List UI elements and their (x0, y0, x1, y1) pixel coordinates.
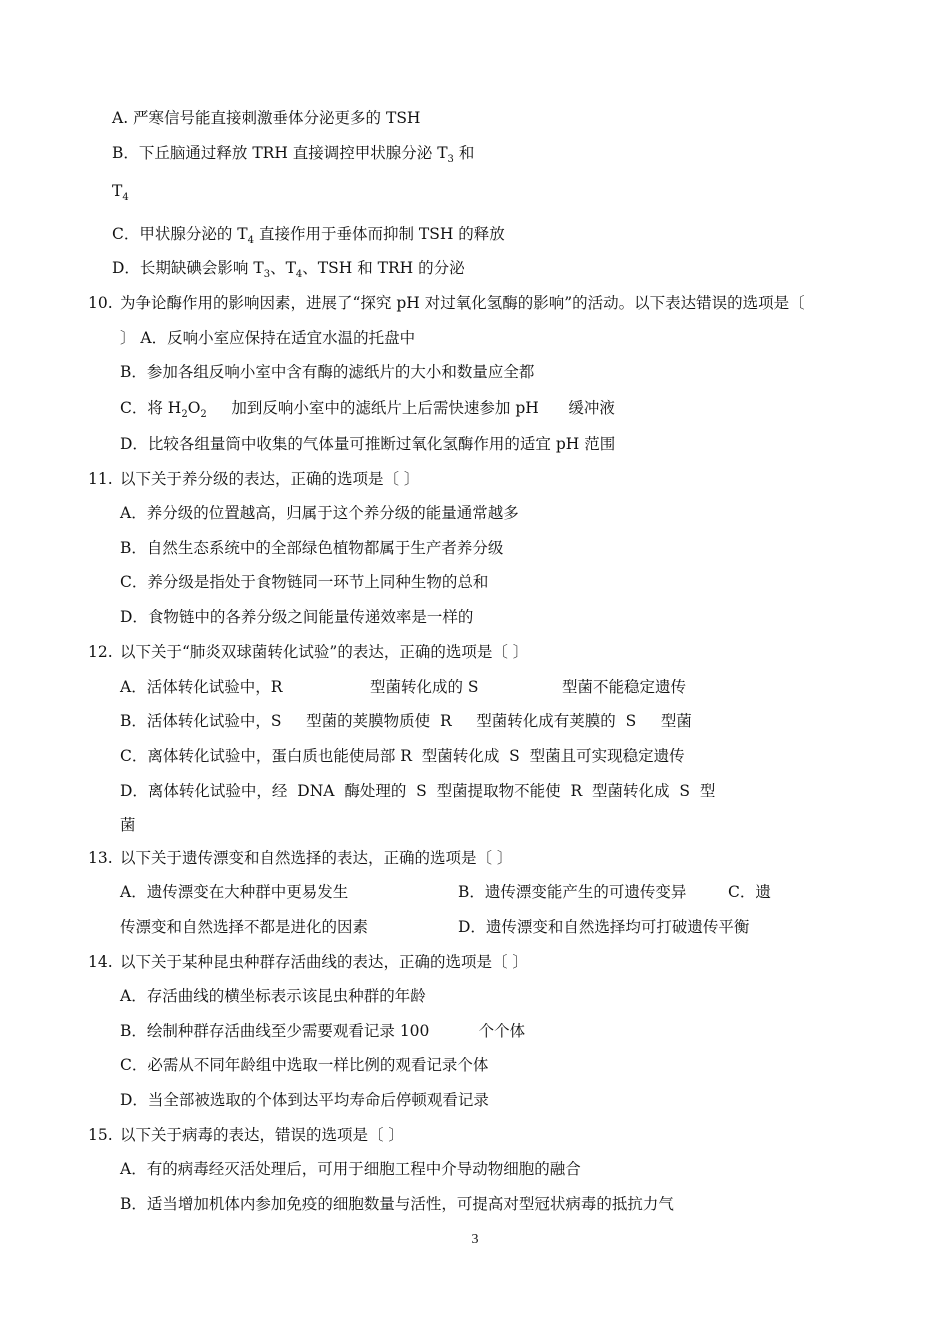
q14-option-a: A．存活曲线的横坐标表示该昆虫种群的年龄 (120, 987, 426, 1005)
q13-option-c: C．遗 (728, 883, 771, 901)
q15-number: 15. (88, 1126, 113, 1144)
q11-number: 11. (88, 470, 113, 488)
q13-number: 13. (88, 849, 113, 867)
q11-option-d: D．食物链中的各养分级之间能量传递效率是一样的 (120, 608, 474, 626)
q12-option-a-part2: 型菌转化成的 S (370, 678, 479, 696)
q14-option-c: C．必需从不同年龄组中选取一样比例的观看记录个体 (120, 1056, 489, 1074)
q9-option-a: A. 严寒信号能直接刺激垂体分泌更多的 TSH (112, 109, 421, 127)
q12-option-d: D．离体转化试验中，经 DNA 酶处理的 S 型菌提取物不能使 R 型菌转化成 S 型 (120, 782, 716, 800)
q9-option-d: D．长期缺碘会影响 $T_3$、$T_4$、TSH 和 TRH 的分泌 (112, 259, 465, 280)
q9-option-c: C．甲状腺分泌的 $T_4$ 直接作用于垂体而抑制 TSH 的释放 (112, 225, 505, 246)
q12-option-a-part3: 型菌不能稳定遗传 (562, 678, 687, 696)
q10-stem: 为争论酶作用的影响因素，进展了“探究 pH 对过氧化氢酶的影响”的活动。以下表达错误的选项是〔 (120, 294, 805, 312)
q12-option-b: B．活体转化试验中，S 型菌的荚膜物质使 R 型菌转化成有荚膜的 S 型菌 (120, 712, 692, 730)
q12-option-a: A．活体转化试验中，R (120, 678, 283, 696)
q13-stem: 以下关于遗传漂变和自然选择的表达，正确的选项是〔 〕 (120, 849, 513, 867)
q12-stem: 以下关于“肺炎双球菌转化试验”的表达，正确的选项是〔 〕 (120, 643, 529, 661)
q10-option-b: B．参加各组反响小室中含有酶的滤纸片的大小和数量应全都 (120, 363, 535, 381)
page-number: 3 (471, 1232, 479, 1247)
q11-option-b: B．自然生态系统中的全部绿色植物都属于生产者养分级 (120, 539, 504, 557)
q15-stem: 以下关于病毒的表达，错误的选项是〔 〕 (120, 1126, 404, 1144)
q12-number: 12. (88, 643, 113, 661)
q9-option-b-wrap: $T_4$ (112, 182, 129, 203)
q10-number: 10. (88, 294, 113, 312)
q14-stem: 以下关于某种昆虫种群存活曲线的表达，正确的选项是〔 〕 (120, 953, 528, 971)
q12-option-d-wrap: 菌 (120, 816, 136, 834)
q14-option-d: D．当全部被选取的个体到达平均寿命后停顿观看记录 (120, 1091, 489, 1109)
q13-option-d: D．遗传漂变和自然选择均可打破遗传平衡 (458, 918, 750, 936)
q10-option-a: 〕 A．反响小室应保持在适宜水温的托盘中 (120, 329, 416, 347)
q14-option-b: B．绘制种群存活曲线至少需要观看记录 100 个个体 (120, 1022, 526, 1040)
q13-option-a: A．遗传漂变在大种群中更易发生 (120, 883, 349, 901)
q14-number: 14. (88, 953, 113, 971)
q13-option-c-wrap: 传漂变和自然选择不都是进化的因素 (120, 918, 369, 936)
q11-option-c: C．养分级是指处于食物链同一环节上同种生物的总和 (120, 573, 489, 591)
q10-option-d: D．比较各组量筒中收集的气体量可推断过氧化氢酶作用的适宜 pH 范围 (120, 435, 616, 453)
q11-stem: 以下关于养分级的表达，正确的选项是〔 〕 (120, 470, 420, 488)
q9-option-b: B．下丘脑通过释放 TRH 直接调控甲状腺分泌 $T_3$ 和 (112, 144, 475, 165)
q11-option-a: A．养分级的位置越高，归属于这个养分级的能量通常越多 (120, 504, 519, 522)
q15-option-b: B．适当增加机体内参加免疫的细胞数量与活性，可提高对型冠状病毒的抵抗力气 (120, 1195, 674, 1213)
q13-option-b: B．遗传漂变能产生的可遗传变异 (458, 883, 687, 901)
q12-option-c: C．离体转化试验中，蛋白质也能使局部 R 型菌转化成 S 型菌且可实现稳定遗传 (120, 747, 685, 765)
q10-option-c: C．将 $H_2O_2$ 加到反响小室中的滤纸片上后需快速参加 pH 缓冲液 (120, 399, 615, 420)
q15-option-a: A．有的病毒经灭活处理后，可用于细胞工程中介导动物细胞的融合 (120, 1160, 581, 1178)
